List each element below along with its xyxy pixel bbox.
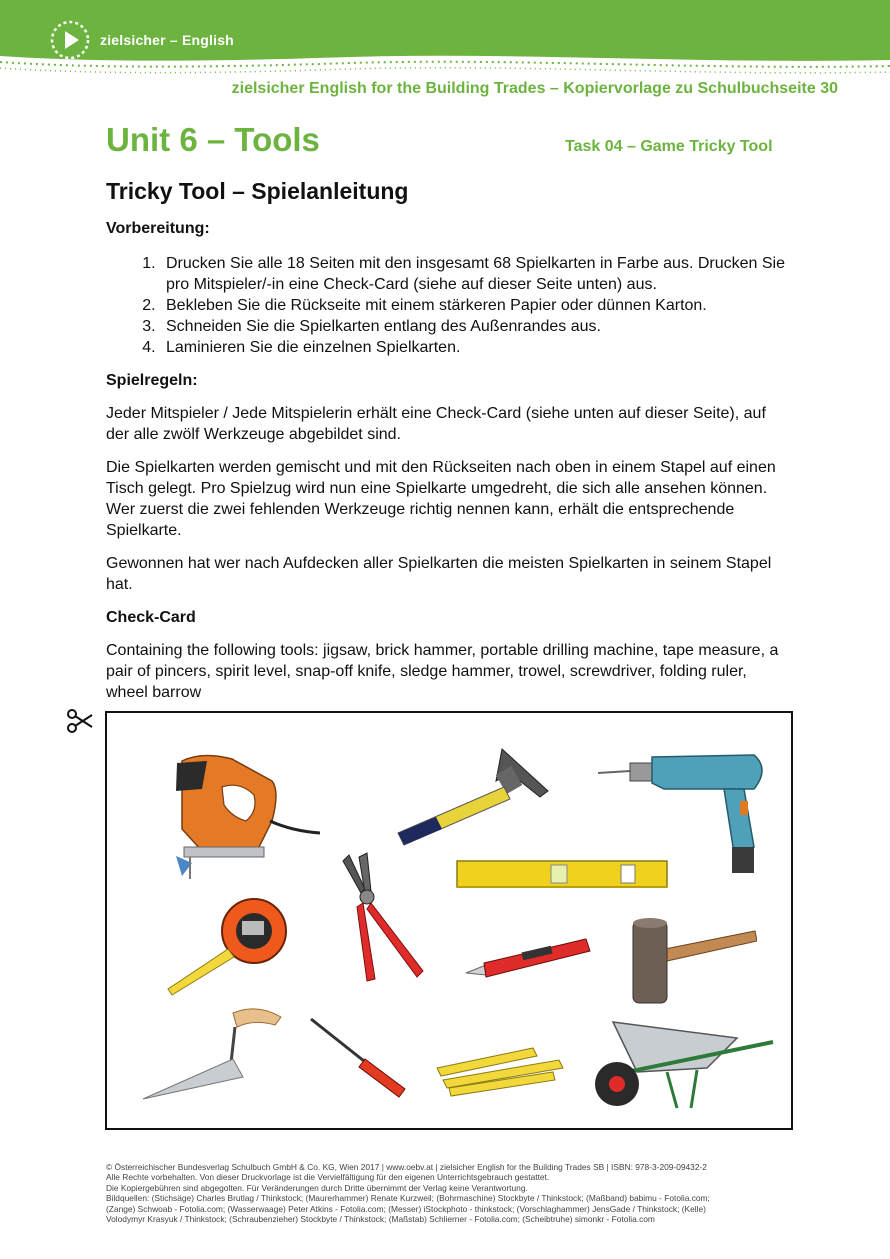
document-title: Tricky Tool – Spielanleitung: [106, 178, 409, 204]
instructions: [106, 218, 786, 703]
check-card: [105, 711, 793, 1130]
folding-ruler-icon: [433, 1038, 568, 1098]
footer-line: Alle Rechte vorbehalten. Von dieser Druckvorlage ist die Vervielfältigung für den eigenen Unterrichtsgebrauch gestattet.: [106, 1172, 550, 1183]
rules-heading: Spielregeln:: [106, 372, 198, 389]
play-icon: [50, 20, 90, 60]
rules-paragraph: Gewonnen hat wer nach Aufdecken aller Spielkarten die meisten Spielkarten in seinem Stapel hat.: [106, 555, 772, 593]
list-item: 3. Schneiden Sie die Spielkarten entlang des Außenrandes aus.: [160, 316, 786, 337]
footer-line: Die Kopiergebühren sind abgegolten. Für Veränderungen durch Dritte übernimmt der Verlag keine Verantwortung.: [106, 1182, 528, 1193]
snap-off-knife-icon: [462, 933, 592, 983]
rules-paragraph: Jeder Mitspieler / Jede Mitspielerin erhält eine Check-Card (siehe unten auf dieser Seite), auf der alle zwölf Werkzeuge abgebildet sind.: [106, 405, 766, 443]
preparation-steps: [106, 253, 786, 358]
jigsaw-icon: [162, 751, 322, 881]
list-item: 4. Laminieren Sie die einzelnen Spielkarten.: [160, 337, 786, 358]
task-label: Task 04 – Game Tricky Tool: [565, 138, 773, 155]
trowel-icon: [137, 1003, 287, 1103]
footer-line: Bildquellen: (Stichsäge) Charles Brutlag / Thinkstock; (Maurerhammer) Renate Kurzweil; (Bohrmaschine) Stockbyte / Thinkstock; (Maßband) babimu - Fotolia.com;: [106, 1193, 710, 1204]
preparation-heading: Vorbereitung:: [106, 220, 210, 237]
brand-name: zielsicher – English: [100, 32, 234, 48]
tape-measure-icon: [162, 893, 292, 1003]
list-item: 1. Drucken Sie alle 18 Seiten mit den insgesamt 68 Spielkarten in Farbe aus. Drucken Sie pro Mitspieler/-in eine Check-Card (siehe auf dieser Seite unten) aus.: [160, 253, 786, 295]
brick-hammer-icon: [392, 743, 552, 848]
footer-line: (Zange) Schwoab - Fotolia.com; (Wasserwaage) Peter Atkins - Fotolia.com; (Messer) iStockphoto - thinkstock; (Vorschlaghammer) JensGade / Thinkstock; (Kelle): [106, 1203, 706, 1214]
footer-line: Volodymyr Krasyuk / Thinkstock; (Schraubenzieher) Stockbyte / Thinkstock; (Maßstab) Schlierner - Fotolia.com; (Scheibtruhe) simonkr - Fotolia.com: [106, 1214, 655, 1225]
spirit-level-icon: [455, 855, 671, 895]
footer-line: © Österreichischer Bundesverlag Schulbuch GmbH & Co. KG, Wien 2017 | www.oebv.at | zielsicher English for the Building Trades SB | ISBN: 978-3-209-09432-2: [106, 1162, 707, 1172]
check-card-text: Containing the following tools: jigsaw, brick hammer, portable drilling machine, tape measure, a pair of pincers, spirit level, snap-off knife, sledge hammer, trowel, screwdriver, folding ruler, wheel barrow: [106, 642, 779, 701]
sledge-hammer-icon: [627, 913, 757, 1008]
scissors-icon: [66, 708, 94, 734]
pincers-icon: [337, 849, 427, 984]
list-item: 2. Bekleben Sie die Rückseite mit einem stärkeren Papier oder dünnen Karton.: [160, 295, 786, 316]
wheelbarrow-icon: [587, 1018, 777, 1118]
unit-title: Unit 6 – Tools: [106, 121, 320, 158]
check-card-heading: Check-Card: [106, 609, 196, 626]
header-subtitle: zielsicher English for the Building Trades – Kopiervorlage zu Schulbuchseite 30: [231, 80, 838, 97]
rules-paragraph: Die Spielkarten werden gemischt und mit den Rückseiten nach oben in einem Stapel auf einen Tisch gelegt. Pro Spielzug wird nun eine Spielkarte umgedreht, die sich alle ansehen können. Wer zuerst die zwei fehlenden Werkzeuge richtig nennen kann, erhält die entsprechende Spielkarte.: [106, 459, 776, 539]
footer: [106, 1162, 806, 1224]
brand-logo: [50, 20, 234, 60]
screwdriver-icon: [307, 1013, 412, 1098]
